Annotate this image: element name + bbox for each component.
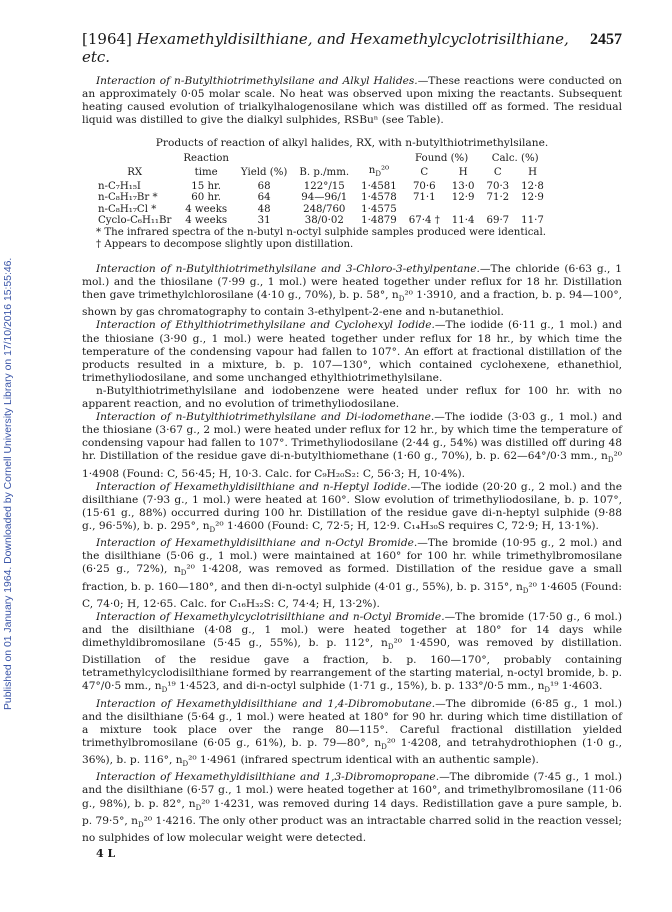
table-cell: 67·4 † xyxy=(408,215,440,227)
table-cell: 71·1 xyxy=(412,192,436,204)
paragraph xyxy=(82,481,622,537)
table-header-cell: Found (%) xyxy=(415,153,469,165)
header-title: Hexamethyldisilthiane, and Hexamethylcyclotrisilthiane, etc. xyxy=(82,30,569,66)
table-header-cell: H xyxy=(528,166,537,178)
paragraph xyxy=(82,698,622,772)
page-number: 2457 xyxy=(590,31,622,48)
paragraph xyxy=(82,411,622,481)
paragraph-title: Interaction of n-Butylthiotrimethylsilane and 3-Chloro-3-ethylpentane. xyxy=(96,262,480,275)
table-cell: 13·0 xyxy=(451,180,475,192)
signature-mark: 4 L xyxy=(96,847,116,861)
table-header-cell xyxy=(92,153,177,165)
table-cell xyxy=(515,204,550,216)
table-cell: 248/760 xyxy=(303,203,346,215)
table-cell: 71·2 xyxy=(486,192,510,204)
table-header-cell xyxy=(293,153,355,165)
results-table xyxy=(92,153,550,227)
paragraph-body: —The iodide (6·11 g., 1 mol.) and the thiosiane (3·90 g., 1 mol.) were heated together under reflux for 18 hr., by which time the temperature of the condensing vapour had fallen to 107°. An effort at fractional distillation of the products resulted in a mixture, b. p. 107—130°, which contained cyclohexene, ethanethiol, trimethyliodosilane, and some unchanged ethylthiotrimethylsilane. xyxy=(82,319,622,384)
table-cell: 11·4 xyxy=(451,215,475,227)
table-cell: 70·6 xyxy=(412,180,436,192)
paragraph xyxy=(82,611,622,698)
table-cell: n-C₈H₁₇Cl * xyxy=(98,203,157,215)
table-cell: 70·3 xyxy=(486,180,510,192)
table-row xyxy=(92,215,550,227)
table-cell: 48 xyxy=(257,203,271,215)
paragraph-body: —The dibromide (6·85 g., 1 mol.) and the disilthiane (5·64 g., 1 mol.) were heated at 180° for 90 hr. during which time distillation of a mixture took place over the range 80—115°. Careful fractional distillation yielded trimethylbromosilane (6·05 g., 61%), b. p. 79—80°, $n_D^{20}$ 1·4208, and tetrahydrothiophen (1·0 g., 36%), b. p. 116°, $n_D^{20}$ 1·4961 (infrared spectrum identical with an authentic sample). xyxy=(82,697,622,769)
table-caption: Products of reaction of alkyl halides, RX, with n-butylthiotrimethylsilane. xyxy=(155,137,549,150)
paragraph-body: —The iodide (3·03 g., 1 mol.) and the thiosiane (3·67 g., 2 mol.) were heated under reflux for 12 hr., by which time the temperature of condensing vapour had fallen to 107°. Trimethyliodosilane (2·44 g., 54%) was distilled off during 48 hr. Distillation of the residue gave di-n-butylthiomethane (1·60 g., 70%), b. p. 62—64°/0·3 mm., $n_D^{20}$ 1·4908 (Found: C, 56·45; H, 10·3. Calc. for C₉H₂₀S₂: C, 56·3; H, 10·4%). xyxy=(82,411,622,480)
paragraph xyxy=(82,771,622,845)
table-row xyxy=(92,204,550,216)
table-header-cell: Calc. (%) xyxy=(491,153,539,165)
table-footnote: † Appears to decompose slightly upon distillation. xyxy=(96,238,354,250)
page-content xyxy=(82,30,622,860)
table-header-cell: Yield (%) xyxy=(240,166,288,178)
paragraph xyxy=(82,385,622,411)
table-row xyxy=(92,192,550,204)
paragraph-title: Interaction of Hexamethylcyclotrisilthiane and n-Octyl Bromide. xyxy=(96,610,445,623)
paragraph-body: —The dibromide (7·45 g., 1 mol.) and the disilthiane (6·57 g., 1 mol.) were heated together at 160°, and trimethylbromosilane (11·06 g., 98%), b. p. 82°, $n_D^{20}$ 1·4231, was removed during 14 days. Redistillation gave a pure sample, b. p. 79·5°, $n_D^{20}$ 1·4216. The only other product was an intractable charred solid in the reaction vessel; no sulphides of low molecular weight were detected. xyxy=(82,771,622,844)
table-cell: 64 xyxy=(257,192,271,204)
table-footnote: * The infrared spectra of the n-butyl n-octyl sulphide samples produced were identical. xyxy=(96,226,546,238)
table-cell: 31 xyxy=(257,215,271,227)
table-cell: 1·4578 xyxy=(361,192,397,204)
sidebar-text: Published on 01 January 1964. Downloaded by Cornell University Library on 17/10/2016 15:55:46. xyxy=(3,257,14,710)
paragraph-body: n-Butylthiotrimethylsilane and iodobenzene were heated under reflux for 100 hr. with no apparent reaction, and no evolution of trimethyliodosilane. xyxy=(82,384,622,411)
table-cell: 68 xyxy=(257,180,271,192)
publication-sidebar xyxy=(3,150,23,710)
table-cell: 94—96/1 xyxy=(301,192,348,204)
paragraph-title: Interaction of Hexamethyldisilthiane and n-Octyl Bromide. xyxy=(96,537,418,550)
paragraph xyxy=(82,537,622,611)
table-cell: 122°/15 xyxy=(303,180,345,192)
table-header-cell: B. p./mm. xyxy=(299,166,350,178)
table-cell: 15 hr. xyxy=(191,180,222,192)
header-year: [1964] xyxy=(82,30,132,48)
paragraph-body: —The bromide (17·50 g., 6 mol.) and the disilthiane (4·08 g., 1 mol.) were heated together at 180° for 14 days while dimethyldibromosilane (5·45 g., 55%), b. p. 112°, $n_D^{20}$ 1·4590, was removed by distillation. Distillation of the residue gave a fraction, b. p. 160—170°, probably containing tetramethylcyclodisilthiane formed by rearrangement of the starting material, n-octyl bromide, b. p. 47°/0·5 mm., $n_D^{19}$ 1·4523, and di-n-octyl sulphide (1·71 g., 15%), b. p. 133°/0·5 mm., $n_D^{19}$ 1·4603. xyxy=(82,610,622,695)
paragraph xyxy=(82,263,622,319)
paragraph-title: Interaction of n-Butylthiotrimethylsilane and Di-iodomethane. xyxy=(96,411,435,424)
table-cell: 4 weeks xyxy=(185,215,228,227)
paragraph xyxy=(82,319,622,384)
table-header-cell: C xyxy=(493,166,502,178)
paragraph-title: Interaction of n-Butylthiotrimethylsilane and Alkyl Halides. xyxy=(96,75,418,87)
table-cell xyxy=(480,204,515,216)
table-cell: n-C₈H₁₇Br * xyxy=(98,192,158,204)
table-row xyxy=(92,181,550,193)
body-text xyxy=(82,263,622,845)
table-cell xyxy=(446,204,481,216)
table-header-cell xyxy=(235,153,293,165)
table-cell: 38/0·02 xyxy=(304,215,344,227)
paragraph-title: Interaction of Hexamethyldisilthiane and n-Heptyl Iodide. xyxy=(96,480,411,493)
paragraph-body: —The chloride (6·63 g., 1 mol.) and the thiosilane (7·99 g., 1 mol.) were heated together under reflux for 18 hr. Distillation then gave trimethylchlorosilane (4·10 g., 70%), b. p. 58°, $n_D^{20}$ 1·3910, and a fraction, b. p. 94—100°, shown by gas chromatography to contain 3-ethylpent-2-ene and n-butanethiol. xyxy=(82,262,622,319)
table-cell: 1·4581 xyxy=(361,180,397,192)
table-cell: Cyclo-C₆H₁₁Br xyxy=(98,215,172,227)
table-cell: 12·8 xyxy=(521,180,544,192)
table-cell: n-C₇H₁₅I xyxy=(98,180,141,192)
running-header xyxy=(82,30,622,66)
table-header-cell: H xyxy=(458,166,468,178)
paragraph-body: —The bromide (10·95 g., 2 mol.) and the disilthiane (5·06 g., 1 mol.) were maintained at 160° for 100 hr. while trimethylbromosilane (6·25 g., 72%), $n_D^{20}$ 1·4208, was removed as formed. Distillation of the residue gave a small fraction, b. p. 160—180°, and then di-n-octyl sulphide (4·01 g., 55%), b. p. 315°, $n_D^{20}$ 1·4605 (Found: C, 74·0; H, 12·65. Calc. for C₁₆H₃₂S: C, 74·4; H, 13·2%). xyxy=(82,537,622,610)
paragraph-body: —These reactions were conducted on an approximately 0·05 molar scale. No heat was observed upon mixing the reactants. Subsequent heating caused evolution of trialkylhalogenosilane which was distilled off as formed. The residual liquid was distilled to give the dialkyl sulphides, RSBuⁿ (see Table). xyxy=(82,75,622,127)
table-cell: 4 weeks xyxy=(185,203,228,215)
paragraph-title: Interaction of Hexamethyldisilthiane and 1,3-Dibromopropane. xyxy=(96,771,440,784)
table-header-cell xyxy=(355,153,403,165)
table-cell: 12·9 xyxy=(451,192,475,204)
table-header-cell: C xyxy=(420,166,429,178)
table-cell: 12·9 xyxy=(521,192,544,204)
table-header-cell: time xyxy=(194,166,218,178)
table-cell: 1·4879 xyxy=(361,215,397,227)
table-cell: 69·7 xyxy=(486,215,510,227)
table-header-cell: Reaction xyxy=(183,153,229,165)
paragraph xyxy=(82,75,622,127)
table-cell: 1·4575 xyxy=(361,203,397,215)
table-header-cell: RX xyxy=(127,166,143,178)
table-header-cell: $n_D^{20}$ xyxy=(368,164,390,178)
table-cell: 11·7 xyxy=(521,215,544,227)
paragraph-title: Interaction of Ethylthiotrimethylsilane and Cyclohexyl Iodide. xyxy=(96,319,435,332)
paragraph-title: Interaction of Hexamethyldisilthiane and 1,4-Dibromobutane. xyxy=(96,697,436,710)
paragraph-body: —The iodide (20·20 g., 2 mol.) and the disilthiane (7·93 g., 1 mol.) were heated at 160°. Slow evolution of trimethyliodosilane, b. p. 107°, (15·61 g., 88%) occurred during 100 hr. Distillation of the residue gave di-n-heptyl sulphide (9·88 g., 96·5%), b. p. 295°, $n_D^{20}$ 1·4600 (Found: C, 72·5; H, 12·9. C₁₄H₃₀S requires C, 72·9; H, 13·1%). xyxy=(82,480,623,535)
table-cell xyxy=(403,204,446,216)
table-cell: 60 hr. xyxy=(191,192,222,204)
